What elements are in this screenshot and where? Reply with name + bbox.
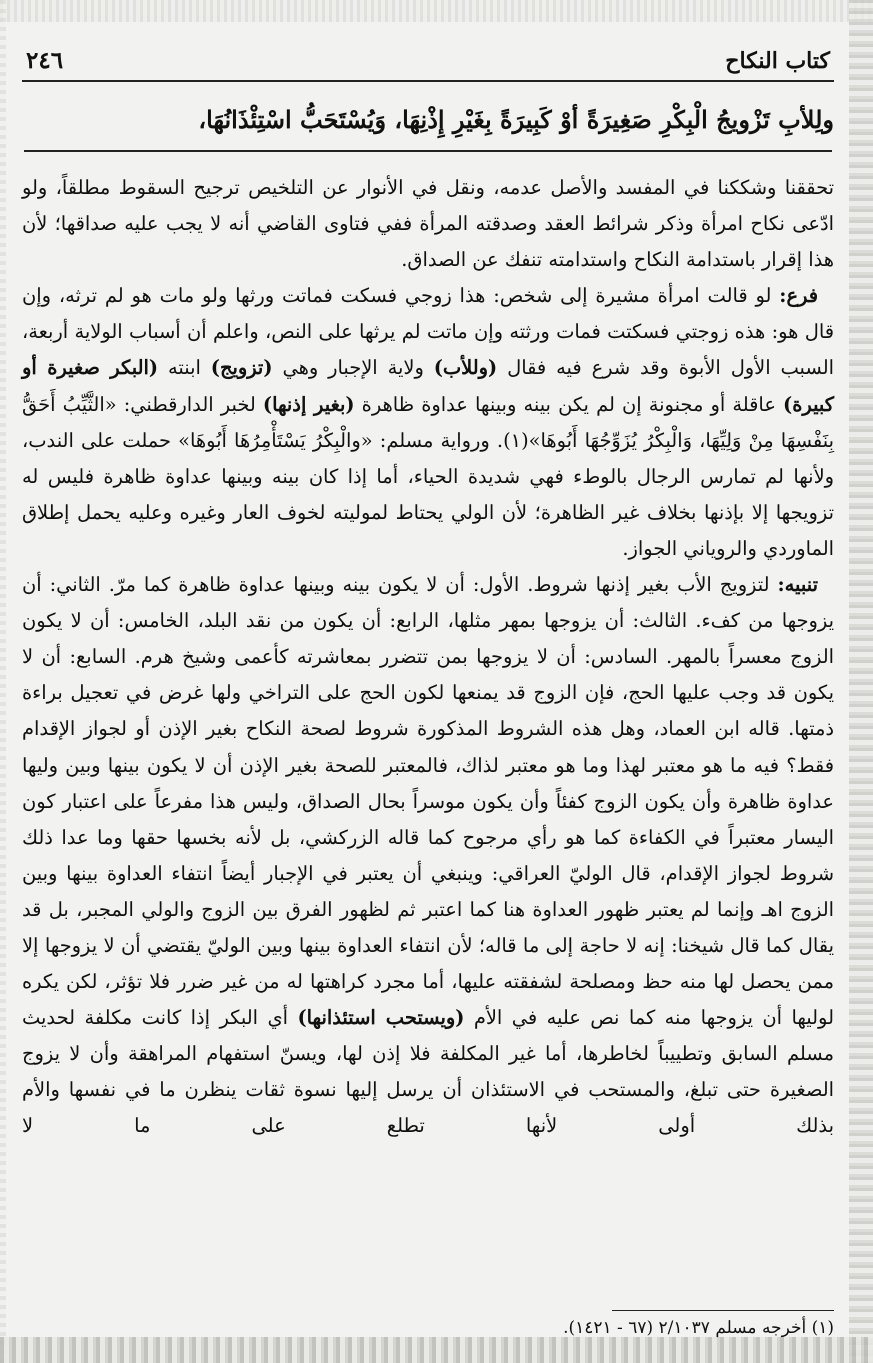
quoted-matn: (وللأب) xyxy=(433,356,498,380)
far-heading: فرع: xyxy=(779,284,818,308)
commentary-paragraph-3: تنبيه: لتزويج الأب بغير إذنها شروط. الأول: أن لا يكون بينه وبينها عداوة ظاهرة كما مرّ. الثاني: أن يزوجها من كفء. الثالث: أن يزوجها بمهر مثلها، الرابع: أن يكون من نقد البلد، الخامس: أن لا يكون الزوج معسراً بالمهر. السادس: أن لا يزوجها بمن تتضرر بمعاشرته كأعمى وشيخ هرم. السابع: أن لا يكون قد وجب عليها الحج، فإن الزوج قد يمنعها لكون الحج على التراخي ولها غرض في تعجيل براءة ذمتها. قاله ابن العماد، وهل هذه الشروط المذكورة شروط لصحة النكاح بغير الإذن أو لجواز الإقدام فقط؟ فيه ما هو معتبر لهذا وما هو معتبر لذاك، فالمعتبر للصحة بغير الإذن أن لا يكون بينها وبين وليها عداوة ظاهرة وأن يكون الزوج كفئاً وأن يكون موسراً بحال الصداق، وليس هذا مفرعاً على اعتبار كون اليسار معتبراً في الكفاءة كما هو رأي مرجوح كما قاله الزركشي، بل لأنه بخسها حقها وما عدا ذلك شروط لجواز الإقدام، قال الوليّ العراقي: وينبغي أن يعتبر في الإجبار أيضاً انتفاء العداوة بينها وبين الزوج اهـ وإنما لم يعتبر ظهور العداوة هنا كما اعتبر ثم لظهور الفرق بين الزوج والولي المجبر، بل قد يقال كما قال شيخنا: إنه لا حاجة إلى ما قاله؛ لأن انتفاء العداوة بينها وبين الوليّ يقتضي أن لا يزوجها إلا ممن يحصل لها منه حظ ومصلحة لشفقته عليها، أما مجرد كراهتها له من غير ضرر فلا تؤثر، لكن يكره لوليها أن يزوجها منه كما نص عليه في الأم (ويستحب استئذانها) أي البكر إذا كانت مكلفة لحديث مسلم السابق وتطييباً لخاطرها، أما غير المكلفة فلا إذن لها، ويسنّ استفهام المراهقة وأن لا يزوج الصغيرة حتى تبلغ، والمستحب في الاستئذان أن يرسل إليها نسوة ثقات ينظرن ما في نفسها والأم بذلك أولى لأنها تطلع على ما لا xyxy=(22,573,834,1138)
quoted-matn: (تزويج) xyxy=(210,356,273,380)
page-number: ٢٤٦ xyxy=(26,47,64,74)
running-title: كتاب النكاح xyxy=(725,48,830,74)
scan-edge-top xyxy=(0,0,873,22)
quoted-matn: (بغير إذنها) xyxy=(262,392,355,416)
commentary-paragraph-1: تحققنا وشككنا في المفسد والأصل عدمه، ونقل في الأنوار عن التلخيص ترجيح السقوط مطلقاً، ولو ادّعى نكاح امرأة وذكر شرائط العقد وصدقته المرأة ففي فتاوى القاضي أنه لا يجب عليه صداقها؛ لأن هذا إقرار باستدامة النكاح واستدامته تنفك عن الصداق. xyxy=(22,176,834,272)
matn-text: ولِلأبِ تَزْويجُ الْبِكْرِ صَغِيرَةً أوْ كَبِيرَةً بِغَيْرِ إِذْنِهَا، وَيُسْتَحَبُّ اسْتِئْذَانُهَا، xyxy=(198,105,834,134)
scan-edge-bottom xyxy=(0,1337,873,1363)
tanbih-heading: تنبيه: xyxy=(777,573,818,597)
scan-edge-left xyxy=(0,0,6,1363)
page-header xyxy=(22,38,834,82)
commentary-paragraph-2: فرع: لو قالت امرأة مشيرة إلى شخص: هذا زوجي فسكت فماتت ورثها ولو مات هو لم ترثه، وإن قال هو: هذه زوجتي فسكتت فمات ورثته وإن ماتت لم يرثها على النص، واعلم أن أسباب الولاية أربعة، السبب الأول الأبوة وقد شرع فيه فقال (وللأب) ولاية الإجبار وهي (تزويج) ابنته (البكر صغيرة أو كبيرة) عاقلة أو مجنونة إن لم يكن بينه وبينها عداوة ظاهرة (بغير إذنها) لخبر الدارقطني: «الثَّيِّبُ أَحَقُّ بِنَفْسِهَا مِنْ وَلِيِّهَا، وَالْبِكْرُ يُزَوِّجُهَا أَبُوهَا»(١). ورواية مسلم: «والْبِكْرُ يَسْتَأْمِرُهَا أَبُوهَا» حملت على الندب، ولأنها لم تمارس الرجال بالوطء فهي شديدة الحياء، أما إذا كان بينه وبينها عداوة ظاهرة فليس له تزويجها إلا بإذنها بخلاف غير الظاهرة؛ لأن الولي يحتاط لموليته لخوف العار وغيره وعليه يحمل إطلاق الماوردي والروياني الجواز. xyxy=(22,284,835,560)
quoted-matn: (البكر صغيرة أو كبيرة) xyxy=(22,356,834,416)
footnote-divider xyxy=(612,1310,834,1311)
scan-edge-right xyxy=(849,0,873,1363)
footnote: (١) أخرجه مسلم ٢/١٠٣٧ (٦٧ - ١٤٢١). xyxy=(563,1318,834,1338)
matn-divider xyxy=(24,150,832,152)
quoted-matn: (ويستحب استئذانها) xyxy=(297,1006,465,1030)
book-page xyxy=(22,38,835,1338)
commentary-body xyxy=(22,170,834,1145)
